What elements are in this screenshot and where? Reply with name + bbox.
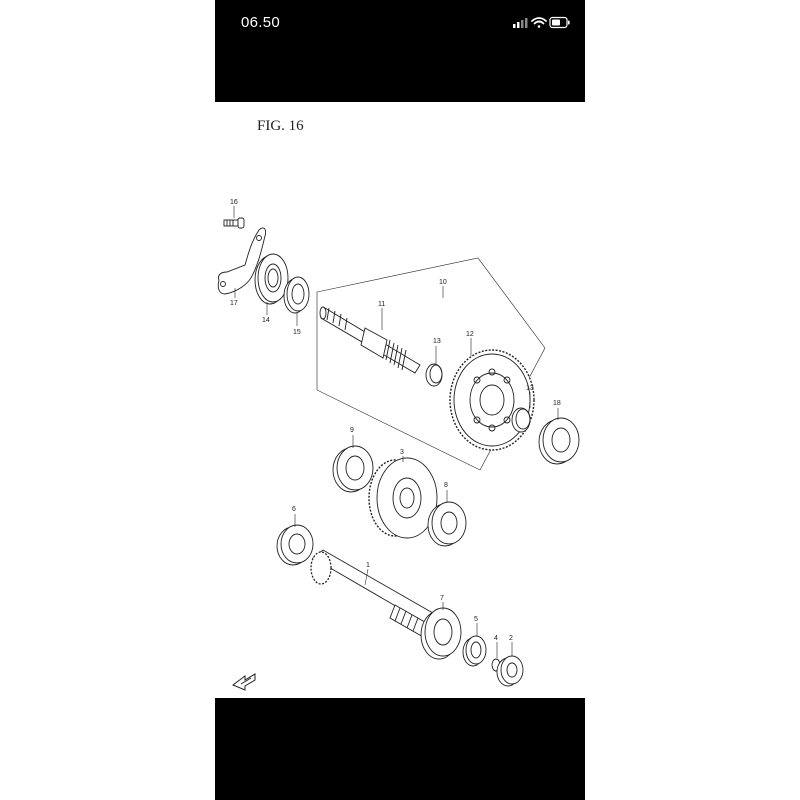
part-3-gear: [369, 458, 437, 538]
part-13-ring-b: [512, 408, 530, 432]
label-9: 9: [350, 427, 354, 434]
part-11-shaft: [320, 307, 420, 373]
label-6: 6: [292, 506, 296, 513]
part-6-bearing: [277, 525, 313, 565]
label-16: 16: [230, 199, 238, 206]
part-2-bushing: [497, 656, 523, 686]
clock: 06.50: [241, 14, 281, 31]
status-bar: [215, 0, 585, 102]
label-2: 2: [509, 635, 513, 642]
part-9-bearing: [333, 446, 373, 492]
label-7: 7: [440, 595, 444, 602]
label-10: 10: [439, 279, 447, 286]
label-18: 18: [553, 400, 561, 407]
label-3: 3: [400, 449, 404, 456]
battery-icon: [550, 18, 570, 28]
label-11: 11: [378, 301, 386, 308]
label-13a: 13: [433, 338, 441, 345]
phone-screen: [215, 0, 585, 800]
label-12: 12: [466, 331, 474, 338]
wifi-icon: [532, 18, 546, 28]
signal-icon: [513, 18, 528, 28]
exploded-parts-diagram: [215, 180, 585, 700]
part-14-bearing: [255, 254, 288, 304]
label-14: 14: [262, 317, 270, 324]
label-5: 5: [474, 616, 478, 623]
front-direction-arrow-icon: [233, 674, 255, 690]
label-8: 8: [444, 482, 448, 489]
part-5-washer: [463, 636, 486, 666]
part-12-gear: [450, 350, 534, 450]
status-icons: [493, 14, 573, 32]
label-17: 17: [230, 300, 238, 307]
part-16-bolt: [224, 218, 244, 228]
label-13b: 13: [526, 385, 534, 392]
label-4: 4: [494, 635, 498, 642]
part-18-bearing: [539, 418, 579, 464]
label-1: 1: [366, 562, 370, 569]
bottom-bar: [215, 698, 585, 800]
label-15: 15: [293, 329, 301, 336]
part-13-ring-a: [426, 364, 442, 386]
figure-title: FIG. 16: [257, 118, 304, 134]
